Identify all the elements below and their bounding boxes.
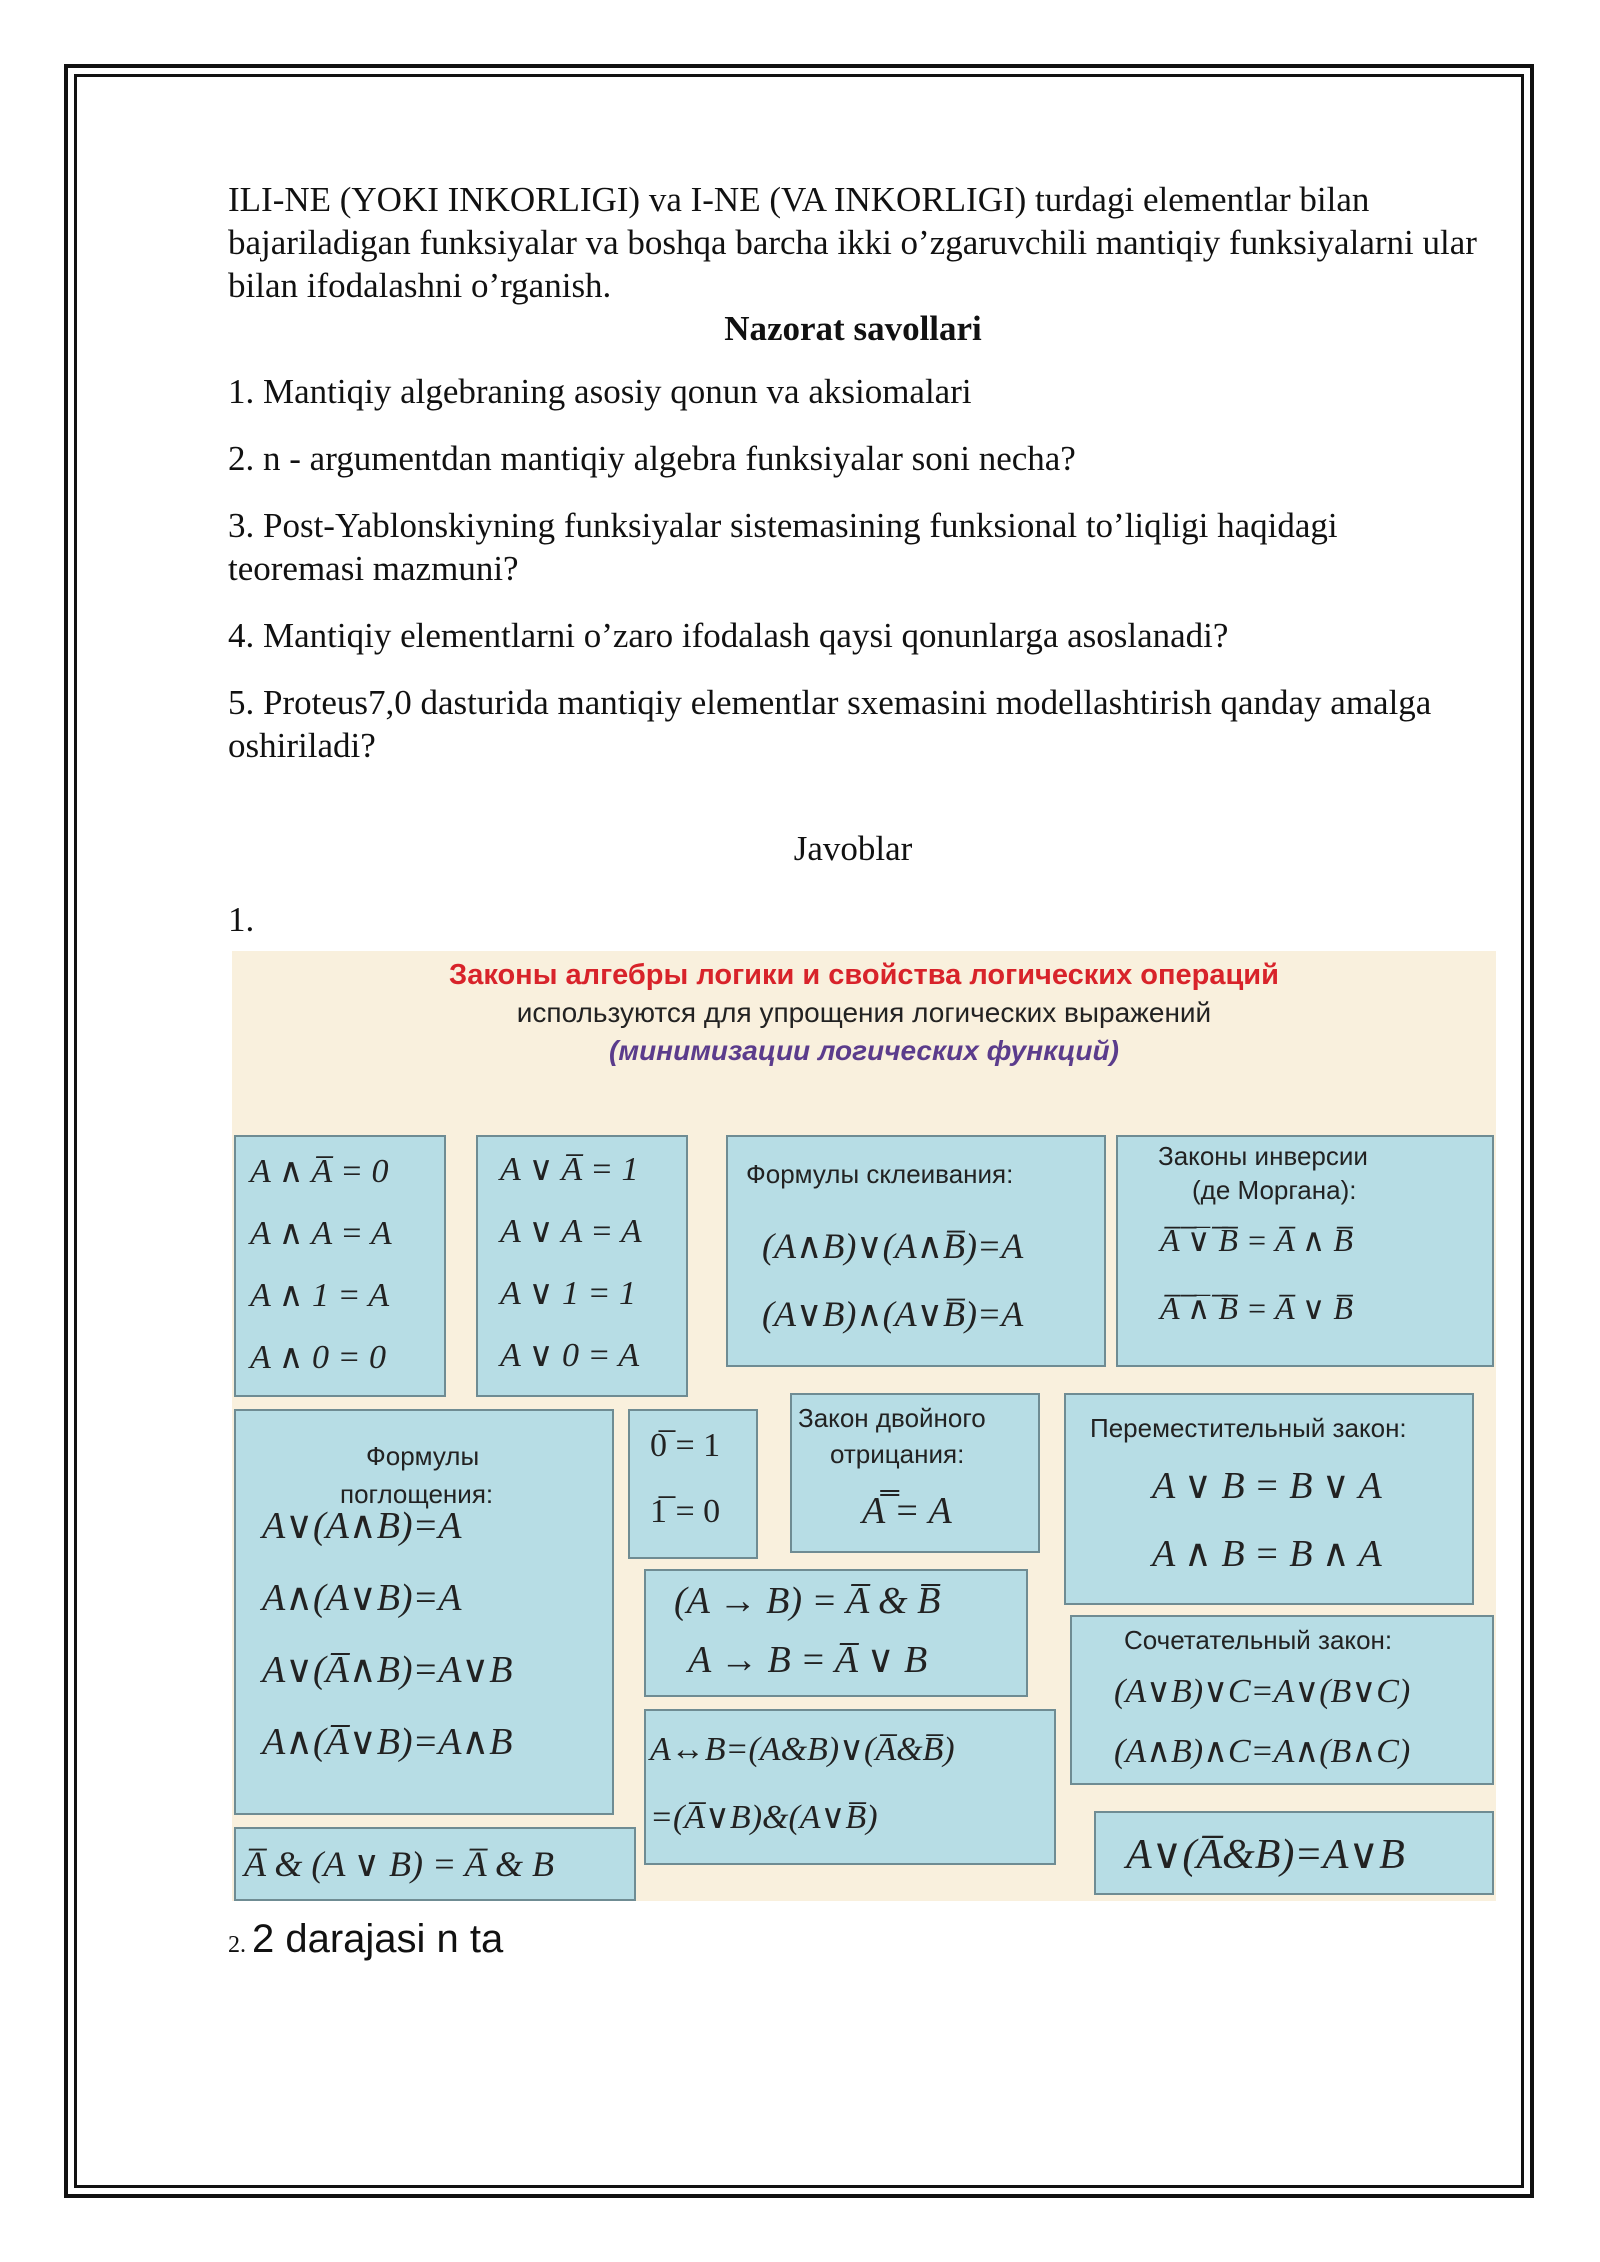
answer-2	[228, 1909, 1478, 1975]
implication-box	[644, 1569, 1028, 1697]
gluing-label: Формулы склеивания:	[746, 1159, 1014, 1189]
equivalence-box	[644, 1709, 1056, 1865]
absorption-label: Формулы	[366, 1441, 480, 1471]
question-2: 2. n - argumentdan mantiqiy algebra funksiyalar soni necha?	[228, 439, 1076, 478]
double-negation-label: Закон двойного	[798, 1403, 986, 1433]
constant-negation: 0̅ = 1	[650, 1427, 721, 1464]
figure-title: Законы алгебры логики и свойства логических операций	[449, 959, 1279, 991]
and-laws-box	[234, 1135, 446, 1397]
equivalence-formula: A↔B=(A&B)∨(A̅&B̅)	[650, 1731, 955, 1768]
gluing-formula: (A∨B)∧(A∨B̅)=A	[762, 1294, 1024, 1334]
commutative-formula: A ∨ B = B ∨ A	[1152, 1465, 1382, 1507]
associative-formula: (A∧B)∧C=A∧(B∧C)	[1114, 1733, 1411, 1770]
question-4: 4. Mantiqiy elementlarni o’zaro ifodalash qaysi qonunlarga asoslanadi?	[228, 616, 1229, 655]
question-1: 1. Mantiqiy algebraning asosiy qonun va aksiomalari	[228, 372, 972, 411]
absorption-formula: A∧(A̅∨B)=A∧B	[262, 1721, 513, 1763]
commutative-box	[1064, 1393, 1474, 1605]
demorgan-label: Законы инверсии	[1158, 1141, 1368, 1171]
double-negation-formula: A̿ = A	[862, 1490, 952, 1532]
and-law: A ∧ 1 = A	[250, 1277, 390, 1314]
answers-title: Javoblar	[793, 829, 913, 868]
and-law: A ∧ 0 = 0	[250, 1339, 386, 1376]
figure-subtitle: используются для упрощения логических выражений	[516, 997, 1212, 1028]
demorgan-box	[1116, 1135, 1494, 1367]
gluing-formula: (A∧B)∨(A∧B̅)=A	[762, 1226, 1024, 1266]
gluing-formulas-box	[726, 1135, 1106, 1367]
and-law: A ∧ A̅ = 0	[250, 1153, 389, 1190]
associative-formula: (A∨B)∨C=A∨(B∨C)	[1114, 1673, 1411, 1710]
commutative-label: Переместительный закон:	[1090, 1413, 1407, 1443]
associative-label: Сочетательный закон:	[1124, 1625, 1393, 1655]
bottom-right-formula: A∨(A̅&B)=A∨B	[1126, 1832, 1405, 1878]
associative-box	[1070, 1615, 1494, 1785]
constant-negation: 1̅ = 0	[650, 1493, 721, 1530]
or-laws-box	[476, 1135, 688, 1397]
or-law: A ∨ 0 = A	[500, 1337, 640, 1374]
document-body	[228, 178, 1478, 1975]
demorgan-formula: A̅ ̅∧̅ ̅B̅ = A̅ ∨ B̅	[1160, 1290, 1353, 1326]
and-law: A ∧ A = A	[250, 1215, 392, 1252]
absorption-formula: A∨(A̅∧B)=A∨B	[262, 1649, 513, 1691]
question-5: 5. Proteus7,0 dasturida mantiqiy elementlar sxemasini modellashtirish qanday amalga oshiriladi?	[228, 683, 1432, 765]
implication-formula: A → B = A̅ ∨ B	[688, 1639, 928, 1681]
section-heading: Nazorat savollari	[724, 309, 982, 348]
or-law: A ∨ 1 = 1	[500, 1275, 636, 1312]
or-law: A ∨ A̅ = 1	[500, 1151, 639, 1188]
absorption-box	[234, 1409, 614, 1815]
bottom-right-formula-box	[1094, 1811, 1494, 1895]
answer-1-number: 1.	[228, 900, 255, 939]
intro-paragraph: ILI-NE (YOKI INKORLIGI) va I-NE (VA INKORLIGI) turdagi elementlar bilan bajariladigan funksiyalar va boshqa barcha ikki o’zgaruvchili mantiqiy funksiyalarni ular bilan ifodalashni o’rganish.	[228, 180, 1477, 305]
equivalence-formula: =(A̅∨B)&(A∨B̅)	[650, 1799, 878, 1836]
absorption-label: поглощения:	[340, 1479, 494, 1509]
demorgan-label: (де Моргана):	[1192, 1175, 1357, 1205]
constants-box	[628, 1409, 758, 1559]
bottom-left-formula-box	[234, 1827, 636, 1901]
demorgan-formula: A̅ ̅∨̅ ̅B̅ = A̅ ∧ B̅	[1160, 1222, 1353, 1258]
absorption-formula: A∧(A∨B)=A	[262, 1577, 462, 1619]
implication-formula: (A → B) = A̅ & B̅	[674, 1580, 941, 1622]
answer-2-number: 2.	[228, 1932, 246, 1958]
double-negation-box	[790, 1393, 1040, 1553]
figure-subtitle-italic: (минимизации логических функций)	[609, 1035, 1119, 1066]
double-negation-label: отрицания:	[830, 1439, 965, 1469]
question-3: 3. Post-Yablonskiyning funksiyalar sistemasining funksional to’liqligi haqidagi teoremasi mazmuni?	[228, 506, 1338, 588]
absorption-formula: A∨(A∧B)=A	[262, 1505, 462, 1547]
logic-laws-figure	[232, 951, 1496, 1901]
bottom-left-formula: A̅ & (A ∨ B) = A̅ & B	[244, 1844, 554, 1884]
answer-2-text: 2 darajasi n ta	[252, 1917, 504, 1961]
or-law: A ∨ A = A	[500, 1213, 642, 1250]
commutative-formula: A ∧ B = B ∧ A	[1152, 1533, 1382, 1575]
